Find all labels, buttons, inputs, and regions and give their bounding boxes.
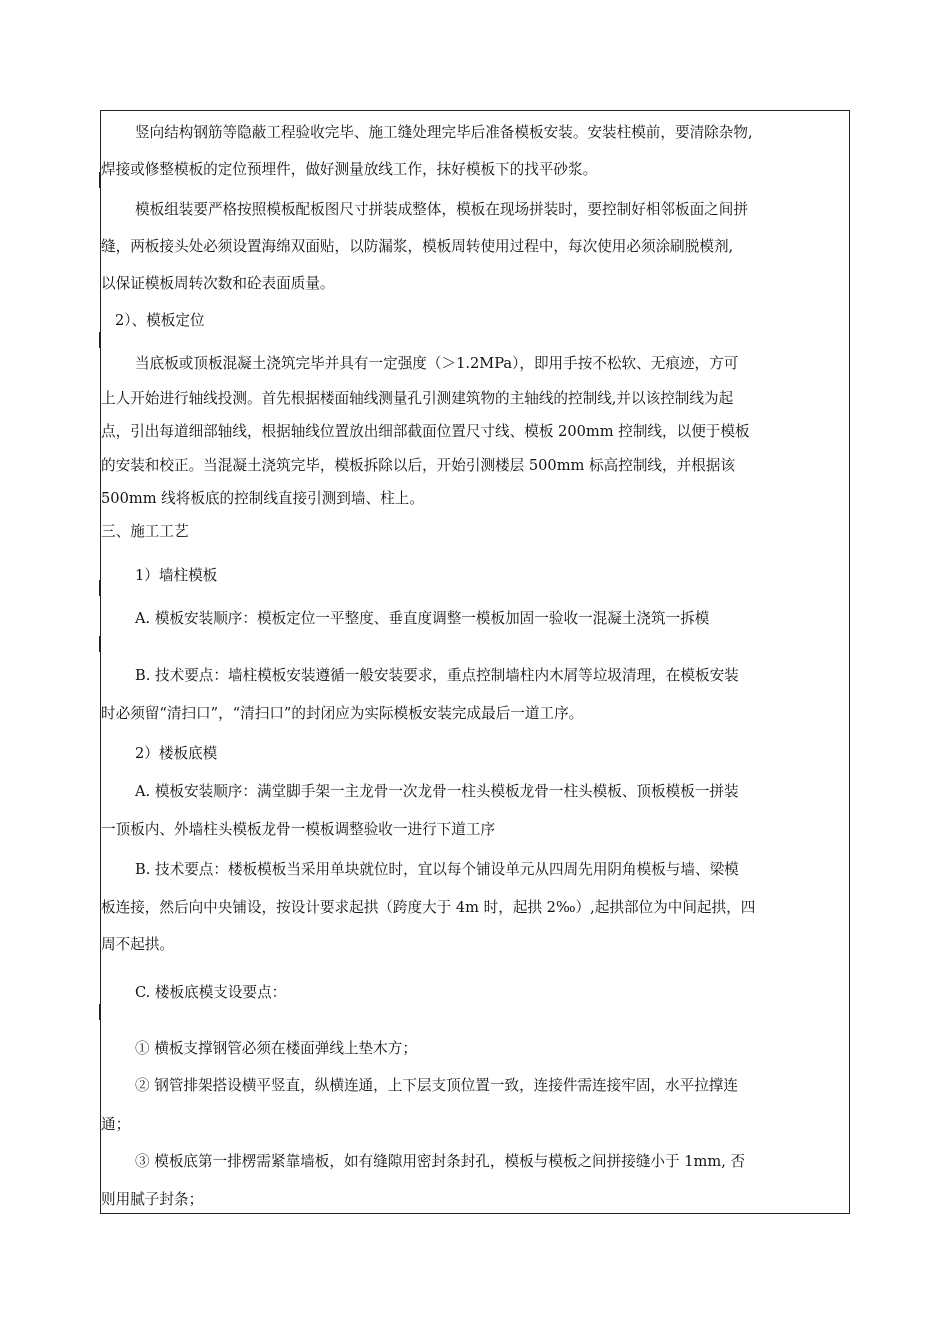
section-heading: 2）楼板底模 bbox=[135, 745, 218, 762]
body-text-line: 500mm 线将板底的控制线直接引测到墙、柱上。 bbox=[101, 490, 424, 507]
body-text-line: A. 模板安装顺序：模板定位一平整度、垂直度调整一模板加固一验收一混凝土浇筑一拆模 bbox=[135, 610, 710, 627]
body-text-line: 时必须留“清扫口”，“清扫口”的封闭应为实际模板安装完成最后一道工序。 bbox=[101, 705, 584, 722]
body-text-line: 竖向结构钢筋等隐蔽工程验收完毕、施工缝处理完毕后准备模板安装。安装柱模前，要清除杂物, bbox=[135, 124, 753, 141]
margin-mark bbox=[99, 172, 100, 188]
body-text-line: 焊接或修整模板的定位预埋件，做好测量放线工作，抹好模板下的找平砂浆。 bbox=[101, 161, 598, 178]
body-text-line: 上人开始进行轴线投测。首先根据楼面轴线测量孔引测建筑物的主轴线的控制线,并以该控制线为起 bbox=[101, 390, 734, 407]
body-text-line: C. 楼板底模支设要点： bbox=[135, 984, 287, 1001]
body-text-line: B. 技术要点：墙柱模板安装遵循一般安装要求，重点控制墙柱内木屑等垃圾清理，在模板安装 bbox=[135, 667, 739, 684]
margin-mark bbox=[99, 1004, 100, 1020]
margin-mark bbox=[99, 636, 100, 652]
body-text-line: 缝，两板接头处必须设置海绵双面贴，以防漏浆，模板周转使用过程中，每次使用必须涂刷脱模剂, bbox=[101, 238, 734, 255]
body-text-line: 以保证模板周转次数和砼表面质量。 bbox=[101, 275, 335, 292]
body-text-line: 的安装和校正。当混凝土浇筑完毕，模板拆除以后，开始引测楼层 500mm 标高控制线，并根据该 bbox=[101, 457, 735, 474]
body-text-line: 通； bbox=[101, 1116, 131, 1133]
list-item: ② 钢管排架搭设横平竖直，纵横连通，上下层支顶位置一致，连接件需连接牢固，水平拉撑连 bbox=[135, 1077, 738, 1094]
body-text-line: 模板组装要严格按照模板配板图尺寸拼装成整体，模板在现场拼装时，要控制好相邻板面之间拼 bbox=[135, 201, 748, 218]
body-text-line: B. 技术要点：楼板模板当采用单块就位时，宜以每个铺设单元从四周先用阴角模板与墙、梁模 bbox=[135, 861, 739, 878]
body-text-line: 周不起拱。 bbox=[101, 936, 174, 953]
body-text-line: 板连接，然后向中央铺设，按设计要求起拱（跨度大于 4m 时，起拱 2‰）,起拱部位为中间起拱，四 bbox=[101, 899, 756, 916]
section-heading: 2）、模板定位 bbox=[115, 312, 205, 329]
list-item: ① 横板支撑钢管必须在楼面弹线上垫木方； bbox=[135, 1040, 417, 1057]
section-heading: 三、施工工艺 bbox=[101, 523, 189, 540]
margin-mark bbox=[99, 580, 100, 596]
body-text-line: 点，引出每道细部轴线，根据轴线位置放出细部截面位置尺寸线、模板 200mm 控制线，以便于模板 bbox=[101, 423, 750, 440]
list-item: ③ 模板底第一排楞需紧靠墙板，如有缝隙用密封条封孔，模板与模板之间拼接缝小于 1mm, 否 bbox=[135, 1153, 746, 1170]
margin-mark bbox=[99, 332, 100, 348]
body-text-line: 一顶板内、外墙柱头模板龙骨一模板调整验收一进行下道工序 bbox=[101, 821, 496, 838]
body-text-line: 则用腻子封条； bbox=[101, 1191, 204, 1208]
body-text-line: 当底板或顶板混凝土浇筑完毕并具有一定强度（＞1.2MPa），即用手按不松软、无痕迹，方可 bbox=[135, 355, 739, 372]
body-text-line: A. 模板安装顺序：满堂脚手架一主龙骨一次龙骨一柱头模板龙骨一柱头模板、顶板模板一拼装 bbox=[135, 783, 739, 800]
section-heading: 1）墙柱模板 bbox=[135, 567, 218, 584]
